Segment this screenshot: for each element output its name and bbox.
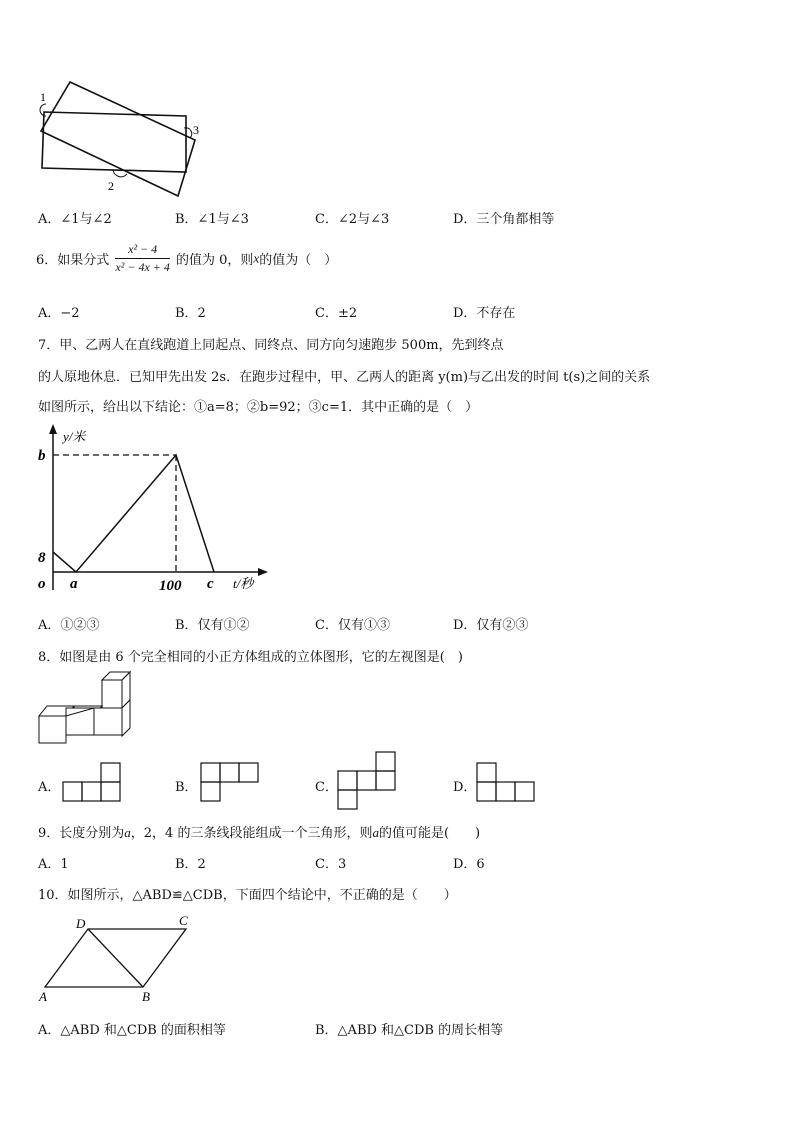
label-1: 1 (40, 90, 46, 104)
q10-question: 10．如图所示，△ABD≌△CDB，下面四个结论中，不正确的是（ ） (38, 888, 457, 903)
q9-option-d[interactable]: D．6 (453, 857, 485, 872)
q5-option-d[interactable]: D．三个角都相等 (453, 212, 555, 227)
vertex-d: D (76, 916, 86, 931)
label-3: 3 (193, 123, 199, 137)
q5-option-a[interactable]: A．∠1与∠2 (38, 212, 112, 227)
q7-line3: 如图所示，给出以下结论：①a=8；②b=92；③c=1．其中正确的是（ ） (38, 400, 479, 415)
q7-option-c[interactable]: C．仅有①③ (315, 618, 390, 633)
origin-label: o (38, 576, 46, 592)
y-label: y/米 (63, 429, 86, 444)
q8-option-b[interactable]: B． (175, 780, 198, 795)
q9-option-c[interactable]: C．3 (315, 857, 347, 872)
q9-option-b[interactable]: B．2 (175, 857, 206, 872)
q8-question: 8．如图是由 6 个完全相同的小正方体组成的立体图形，它的左视图是( ) (38, 650, 463, 665)
x-label: t/秒 (233, 576, 254, 591)
q6-prefix: 6．如果分式 (36, 253, 110, 268)
q8-option-a[interactable]: A． (38, 780, 61, 795)
c-label: c (207, 576, 214, 592)
q5-option-c[interactable]: C．∠2与∠3 (315, 212, 390, 227)
vertex-a: A (39, 989, 47, 1004)
vertex-c: C (179, 913, 188, 928)
q10-option-a[interactable]: A．△ABD 和△CDB 的面积相等 (38, 1023, 226, 1038)
q8-option-d[interactable]: D． (453, 780, 477, 795)
vertex-b: B (142, 989, 150, 1004)
q5-option-b[interactable]: B．∠1与∠3 (175, 212, 249, 227)
q7-line1: 7．甲、乙两人在直线跑道上同起点、同终点、同方向匀速跑步 500m，先到终点 (38, 338, 504, 353)
q9-prefix: 9．长度分别为 (38, 826, 125, 841)
q6-suffix2: 的值为（ ） (259, 253, 338, 268)
q9-suffix: 的值可能是( ) (378, 826, 481, 841)
q6-option-b[interactable]: B．2 (175, 306, 206, 321)
diagonal-db (88, 929, 143, 987)
q7-option-b[interactable]: B．仅有①② (175, 618, 250, 633)
a-label: a (70, 576, 78, 592)
q7-option-d[interactable]: D．仅有②③ (453, 618, 529, 633)
q6-option-c[interactable]: C．±2 (315, 306, 358, 321)
q6-denominator: x² − 4x + 4 (115, 260, 170, 274)
q6-option-d[interactable]: D．不存在 (453, 306, 516, 321)
q9-mid: ，2，4 的三条线段能组成一个三角形，则 (130, 826, 373, 841)
q9-var-a2: a (372, 825, 379, 840)
q6-var: x (253, 250, 260, 266)
q8-option-c[interactable]: C． (315, 780, 338, 795)
q7-line2: 的人原地休息．已知甲先出发 2s．在跑步过程中，甲、乙两人的距离 y(m)与乙出发的时间 t(s)之间的关系 (38, 370, 651, 385)
q9-option-a[interactable]: A．1 (38, 857, 69, 872)
hundred-label: 100 (159, 578, 182, 594)
b-label: b (38, 448, 46, 464)
q9-var-a: a (124, 825, 131, 840)
label-2: 2 (108, 179, 114, 193)
eight-label: 8 (38, 550, 46, 566)
q7-option-a[interactable]: A．①②③ (38, 618, 100, 633)
q6-numerator: x² − 4 (115, 242, 169, 259)
q6-suffix: 的值为 0，则 (176, 253, 254, 268)
q6-option-a[interactable]: A．−2 (38, 306, 80, 321)
q10-option-b[interactable]: B．△ABD 和△CDB 的周长相等 (315, 1023, 504, 1038)
